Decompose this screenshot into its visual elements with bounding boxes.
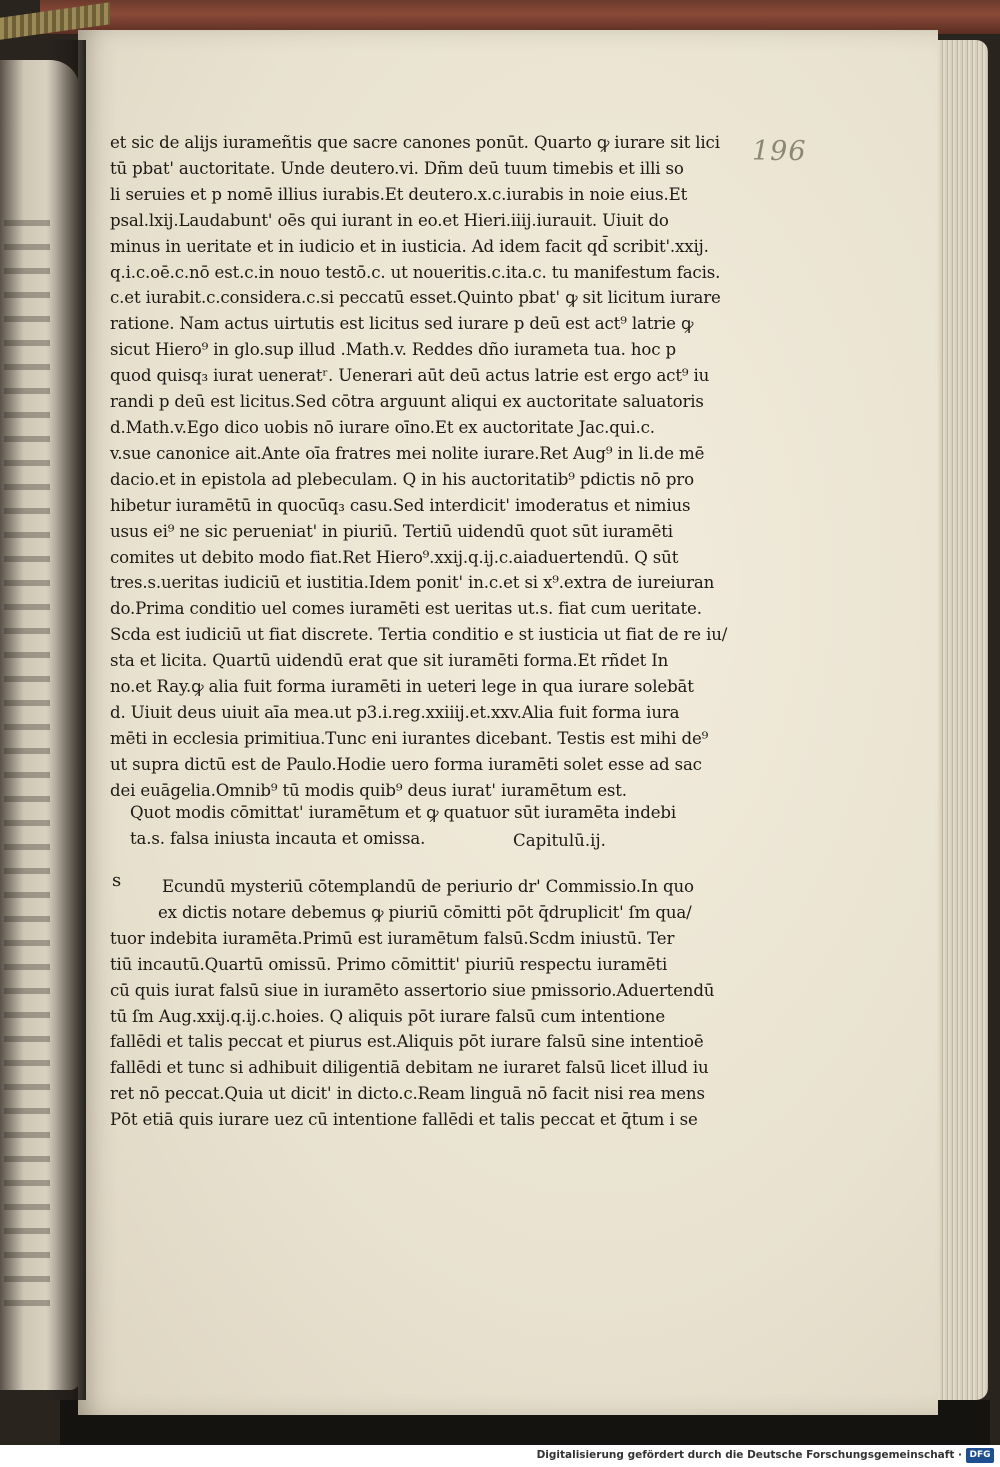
text-line: psal.lxij.Laudabunt' oēs qui iurant in eo.et Hieri.iiij.iurauit. Uiuit do [110,210,669,230]
text-line: Ecundū mysteriū cōtemplandū de periurio dr' Commissio.In quo [162,877,694,896]
chapter-heading [130,800,730,852]
text-line: q.i.c.oē.c.nō est.c.in nouo testō.c. ut noueritis.c.ita.c. tu manifestum facis. [110,262,721,282]
body-text-part1 [110,130,728,804]
heading-line: Quot modis cōmittat' iuramētum et ꝙ quatuor sūt iuramēta indebi [130,803,676,822]
text-line: d.Math.v.Ego dico uobis nō iurare oīno.Et ex auctoritate Jac.qui.c. [110,417,655,437]
text-line: fallēdi et tunc si adhibuit diligentiā debitam ne iuraret falsū licet illud iu [110,1058,709,1078]
text-line: sta et licita. Quartū uidendū erat que sit iuramēti forma.Et rñdet In [110,651,669,671]
text-line: hibetur iuramētū in quocūq₃ casu.Sed interdicit' imoderatus et nimius [110,495,691,515]
heading-line: ta.s. falsa iniusta incauta et omissa. [130,829,426,848]
text-line: tres.s.ueritas iudiciū et iustitia.Idem ponit' in.c.et si x⁹.extra de iureiuran [110,573,715,593]
text-line: mēti in ecclesia primitiua.Tunc eni iurantes dicebant. Testis est mihi de⁹ [110,728,709,748]
text-line: ret nō peccat.Quia ut dicit' in dicto.c.Ream linguā nō facit nisi rea mens [110,1084,705,1104]
text-line: d. Uiuit deus uiuit aīa mea.ut p3.i.reg.xxiiij.et.xxv.Alia fuit forma iura [110,702,680,722]
text-line: Pōt etiā quis iurare uez cū intentione fallēdi et talis peccat et q̄tum i se [110,1110,698,1130]
page-edge-stack [930,40,988,1400]
body-text-part2 [110,874,730,1133]
text-line: ut supra dictū est de Paulo.Hodie uero forma iuramēti solet esse ad sac [110,754,702,774]
text-line: tuor indebita iuramēta.Primū est iuramētum falsū.Scdm iniustū. Ter [110,928,675,948]
text-line: sicut Hiero⁹ in glo.sup illud .Math.v. Reddes dño iurameta tua. hoc p [110,340,676,360]
text-line: randi p deū est licitus.Sed cōtra arguunt aliqui ex auctoritate saluatoris [110,392,704,412]
footer-bar [0,1445,1000,1467]
book-cover-top [40,0,1000,34]
text-line: usus ei⁹ ne sic perueniat' in piuriū. Tertiū uidendū quot sūt iuramēti [110,521,673,541]
text-line: do.Prima conditio uel comes iuramēti est ueritas ut.s. fiat cum ueritate. [110,599,702,619]
text-line: tū ſm Aug.xxij.q.ij.c.hoies. Q aliquis pōt iurare falsū cum intentione [110,1006,666,1026]
text-line: li seruies et p nomē illius iurabis.Et deutero.x.c.iurabis in noie eius.Et [110,184,688,204]
text-line: ex dictis notare debemus ꝙ piuriū cōmitti pōt q̄druplicit' ſm qua/ [158,902,692,922]
text-line: v.sue canonice ait.Ante oīa fratres mei nolite iurare.Ret Aug⁹ in li.de mē [110,443,705,463]
text-line: minus in ueritate et in iudicio et in iusticia. Ad idem facit qd̄ scribit'.xxij. [110,236,709,256]
text-line: cū quis iurat falsū siue in iuramēto assertorio siue pmissorio.Aduertendū [110,980,715,1000]
chapter-label: Capitulū.ij. [513,831,606,850]
text-line: quod quisq₃ iurat ueneratʳ. Uenerari aūt deū actus latrie est ergo act⁹ iu [110,366,710,386]
text-line: et sic de alijs iurameñtis que sacre canones ponūt. Quarto ꝙ iurare sit lici [110,133,720,152]
facing-page-text-fragment [4,220,50,1320]
text-line: ratione. Nam actus uirtutis est licitus sed iurare p deū est act⁹ latrie ꝙ [110,314,694,334]
text-line: no.et Ray.ꝙ alia fuit forma iuramēti in ueteri lege in qua iurare solebāt [110,677,694,697]
text-line: c.et iurabit.c.considera.c.si peccatū esset.Quinto pbat' ꝙ sit licitum iurare [110,288,721,308]
text-line: fallēdi et talis peccat et piurus est.Aliquis pōt iurare falsū sine intentioē [110,1032,704,1052]
text-line: comites ut debito modo fiat.Ret Hiero⁹.xxij.q.ij.c.aiaduertendū. Q sūt [110,547,679,567]
guide-letter: s [112,870,122,891]
text-line: dei euāgelia.Omnib⁹ tū modis quib⁹ deus iurat' iuramētum est. [110,780,627,800]
text-line: dacio.et in epistola ad plebeculam. Q in his auctoritatib⁹ pdictis nō pro [110,469,694,489]
text-line: tiū incautū.Quartū omissū. Primo cōmittit' piuriū respectu iuramēti [110,954,668,974]
text-line: Scda est iudiciū ut fiat discrete. Tertia conditio e st iusticia ut fiat de re iu/ [110,625,728,645]
folio-number: 196 [752,136,807,167]
text-line: tū pbat' auctoritate. Unde deutero.vi. Dñm deū tuum timebis et illi so [110,158,684,178]
funding-notice: Digitalisierung gefördert durch die Deutsche Forschungsgemeinschaft · [536,1449,962,1461]
gutter-shadow [46,40,86,1400]
dfg-logo: DFG [966,1448,994,1463]
